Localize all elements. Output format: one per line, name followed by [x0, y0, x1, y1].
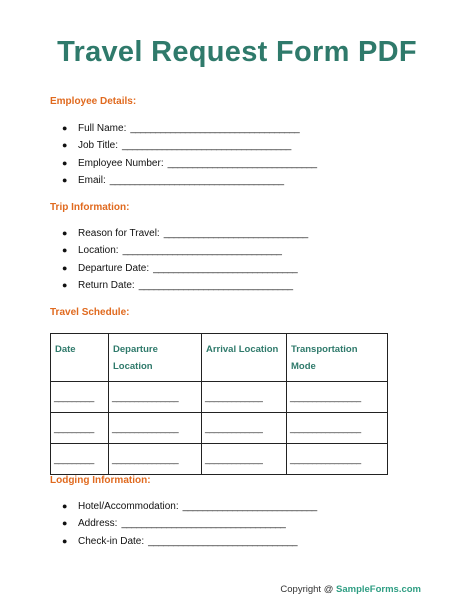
bullet-icon: ●	[62, 175, 68, 186]
table-header-row	[51, 334, 388, 382]
fill-in-line[interactable]: ______________________________	[167, 157, 317, 169]
bullet-icon: ●	[62, 245, 68, 256]
field-label: Return Date:	[78, 280, 135, 292]
brand-link[interactable]: SampleForms.com	[336, 584, 421, 595]
table-cell[interactable]: _______________	[109, 444, 202, 475]
trip-information-list	[62, 225, 308, 295]
field-label: Full Name:	[78, 123, 127, 134]
copyright-footer	[280, 584, 421, 595]
table-cell[interactable]: _______________	[109, 413, 202, 444]
bullet-icon: ●	[62, 501, 68, 511]
bullet-icon: ●	[62, 262, 68, 273]
return-date-field[interactable]	[62, 277, 308, 294]
table-cell[interactable]: _____________	[202, 444, 287, 475]
column-header-departure-location: Departure Location	[109, 334, 202, 382]
bullet-icon: ●	[62, 123, 68, 133]
fill-in-line[interactable]: ________________________________	[122, 245, 282, 257]
field-label: Location:	[78, 245, 119, 257]
table-cell[interactable]: _________	[51, 382, 109, 413]
field-label: Check-in Date:	[78, 535, 145, 547]
travel-schedule-table	[50, 333, 388, 475]
table-cell[interactable]: ________________	[287, 444, 388, 475]
fill-in-line[interactable]: ______________________________	[148, 535, 297, 547]
copyright-text: Copyright @	[280, 584, 334, 595]
employee-number-field[interactable]	[62, 155, 316, 172]
hotel-accommodation-field[interactable]	[62, 498, 317, 515]
table-cell[interactable]: _________	[51, 413, 109, 444]
location-field[interactable]	[62, 242, 308, 259]
page-title: Travel Request Form PDF	[57, 36, 417, 68]
fill-in-line[interactable]: ___________________________	[182, 501, 317, 512]
job-title-field[interactable]	[62, 137, 316, 154]
reason-for-travel-field[interactable]	[62, 225, 308, 242]
table-cell[interactable]: ________________	[287, 382, 388, 413]
table-row	[51, 382, 388, 413]
bullet-icon: ●	[62, 228, 68, 238]
lodging-information-list	[62, 498, 317, 550]
table-cell[interactable]: _____________	[202, 382, 287, 413]
check-in-date-field[interactable]	[62, 533, 317, 550]
trip-information-heading: Trip Information:	[50, 202, 130, 213]
table-cell[interactable]: ________________	[287, 413, 388, 444]
bullet-icon: ●	[62, 157, 68, 168]
field-label: Job Title:	[78, 140, 119, 152]
field-label: Email:	[78, 175, 106, 187]
full-name-field[interactable]	[62, 120, 316, 137]
lodging-information-heading: Lodging Information:	[50, 475, 151, 486]
table-cell[interactable]: _____________	[202, 413, 287, 444]
fill-in-line[interactable]: _________________________________	[121, 518, 286, 530]
departure-date-field[interactable]	[62, 260, 308, 277]
fill-in-line[interactable]: ___________________________________	[109, 175, 284, 187]
table-cell[interactable]: _________	[51, 444, 109, 475]
bullet-icon: ●	[62, 140, 68, 151]
fill-in-line[interactable]: __________________________________	[130, 123, 300, 134]
table-row	[51, 413, 388, 444]
employee-details-list	[62, 120, 316, 190]
column-header-transportation-mode: Transportation Mode	[287, 334, 388, 382]
fill-in-line[interactable]: _____________________________	[163, 228, 308, 239]
column-header-date: Date	[51, 334, 109, 382]
employee-details-heading: Employee Details:	[50, 96, 137, 107]
bullet-icon: ●	[62, 280, 68, 291]
travel-schedule-heading: Travel Schedule:	[50, 307, 130, 318]
fill-in-line[interactable]: __________________________________	[122, 140, 291, 152]
bullet-icon: ●	[62, 518, 68, 529]
field-label: Address:	[78, 518, 118, 530]
field-label: Reason for Travel:	[78, 228, 160, 239]
email-field[interactable]	[62, 172, 316, 189]
fill-in-line[interactable]: _______________________________	[138, 280, 293, 292]
field-label: Departure Date:	[78, 262, 150, 274]
field-label: Hotel/Accommodation:	[78, 501, 179, 512]
table-cell[interactable]: _______________	[109, 382, 202, 413]
bullet-icon: ●	[62, 535, 68, 546]
fill-in-line[interactable]: _____________________________	[153, 262, 298, 274]
address-field[interactable]	[62, 515, 317, 532]
table-row	[51, 444, 388, 475]
field-label: Employee Number:	[78, 157, 164, 169]
column-header-arrival-location: Arrival Location	[202, 334, 287, 382]
